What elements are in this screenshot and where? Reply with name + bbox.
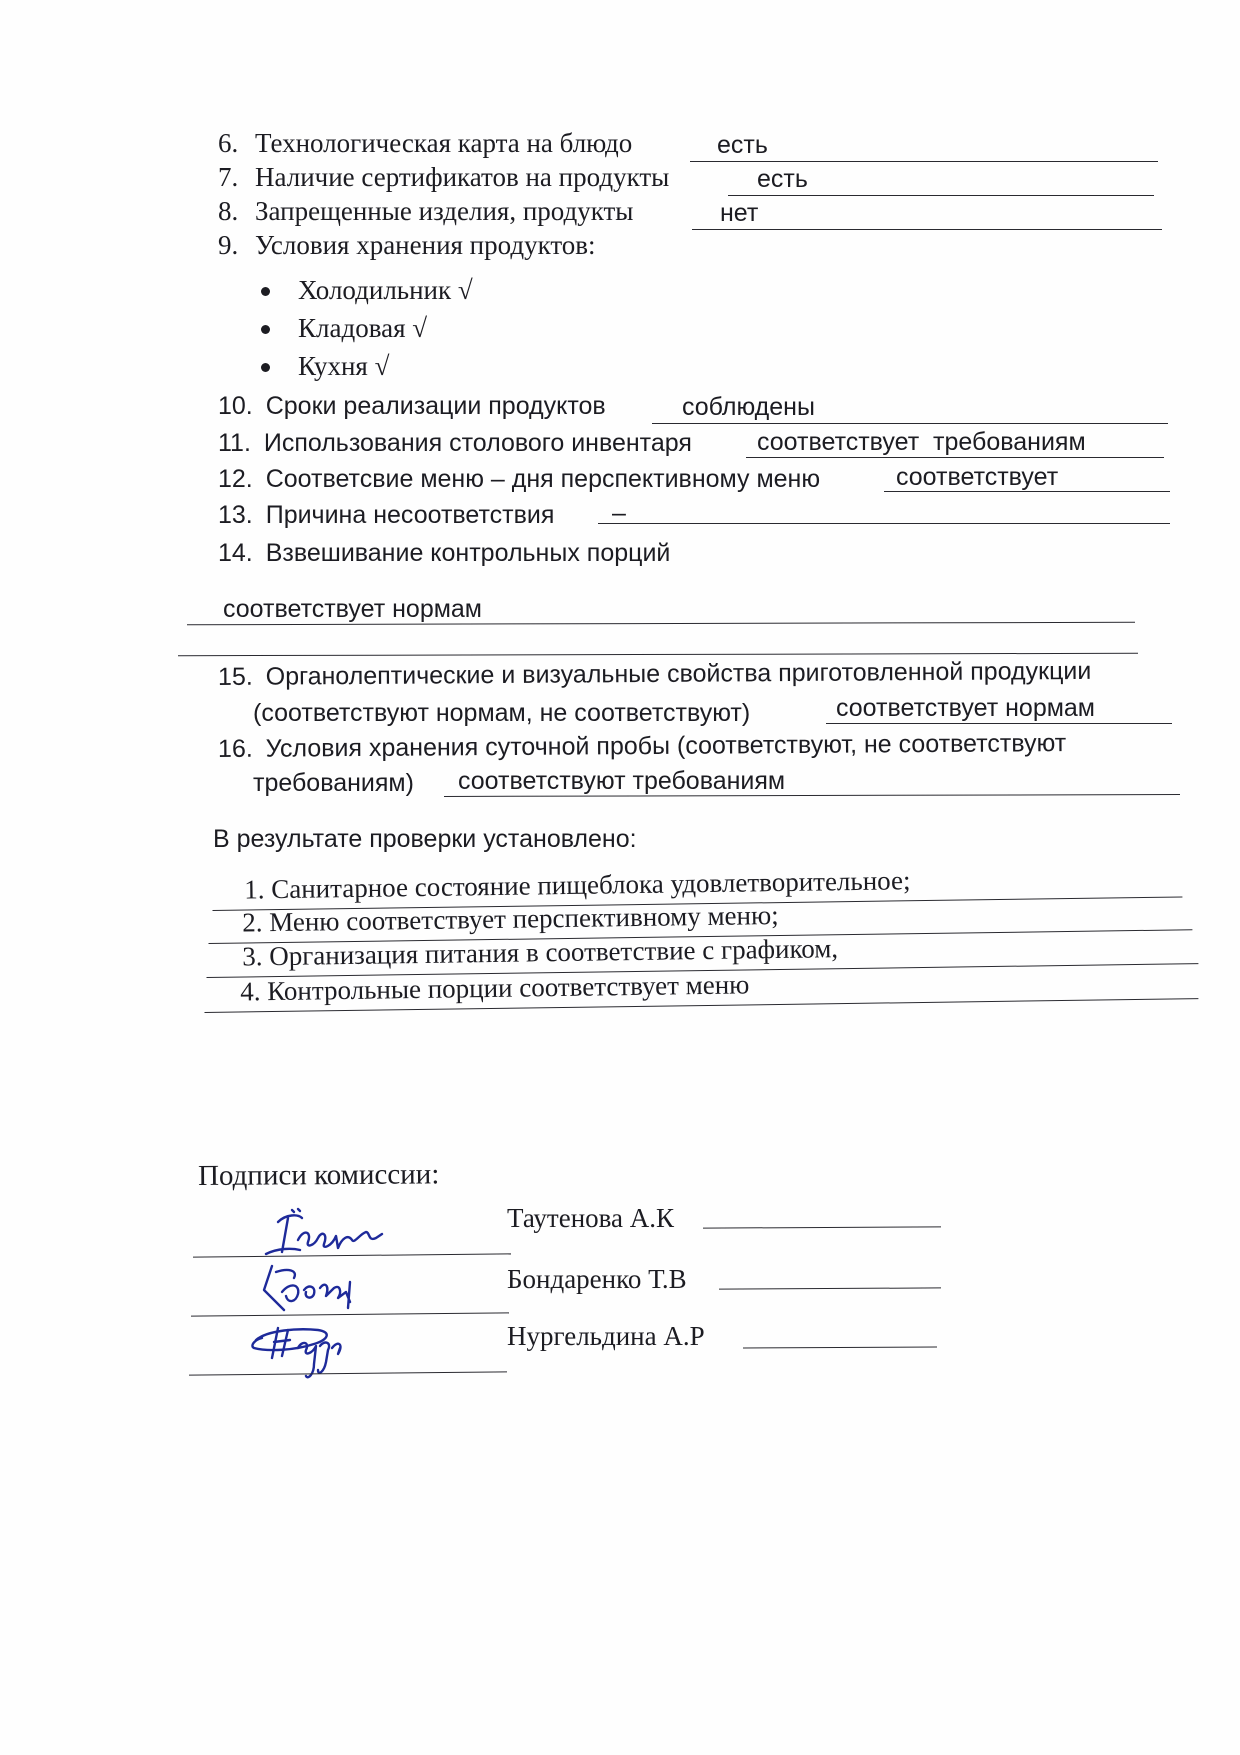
item-15-label-cont: (соответствуют нормам, не соответствуют) bbox=[253, 699, 751, 727]
item-13 bbox=[218, 499, 554, 531]
item-11-value: соответствует требованиям bbox=[757, 428, 1086, 456]
item-number: 10. bbox=[218, 392, 253, 420]
signatory-name-1: Таутенова А.К bbox=[507, 1203, 675, 1233]
item-number: 12. bbox=[218, 465, 253, 493]
result-text: 3. Организация питания в соответствие с графиком, bbox=[242, 933, 839, 972]
item-label: Условия хранения продуктов: bbox=[255, 230, 596, 260]
item-7 bbox=[218, 161, 669, 193]
item-label: Технологическая карта на блюдо bbox=[255, 128, 633, 158]
storage-pantry: Кладовая √ bbox=[298, 313, 428, 343]
fill-line bbox=[598, 523, 1170, 524]
item-16-label-cont: требованиям) bbox=[253, 769, 414, 797]
item-16-value: соответствуют требованиям bbox=[458, 767, 786, 795]
signatures-heading: Подписи комиссии: bbox=[197, 1158, 440, 1192]
result-text: 1. Санитарное состояние пищеблока удовлетворительное; bbox=[244, 865, 911, 905]
fill-line bbox=[719, 1287, 941, 1289]
item-10-value: соблюдены bbox=[682, 393, 815, 421]
item-11 bbox=[218, 427, 692, 459]
fill-line bbox=[728, 195, 1154, 196]
signatory-name-2: Бондаренко Т.В bbox=[507, 1264, 687, 1294]
item-label: Условия хранения суточной пробы (соответствуют, не соответствуют bbox=[265, 729, 1067, 763]
item-number: 14. bbox=[218, 539, 253, 567]
item-label: Использования столового инвентаря bbox=[263, 429, 692, 457]
storage-fridge: Холодильник √ bbox=[298, 275, 473, 305]
item-16 bbox=[218, 727, 1066, 765]
item-label: Органолептические и визуальные свойства приготовленной продукции bbox=[265, 656, 1092, 691]
item-12-value: соответствует bbox=[896, 463, 1059, 491]
item-number: 15. bbox=[217, 662, 253, 691]
item-15 bbox=[218, 655, 1091, 693]
item-number: 9. bbox=[218, 230, 239, 260]
item-number: 11. bbox=[218, 429, 251, 457]
item-label: Соответсвие меню – дня перспективному меню bbox=[265, 465, 821, 493]
signature-2-icon bbox=[254, 1262, 364, 1318]
item-9 bbox=[218, 229, 596, 261]
item-12 bbox=[218, 463, 820, 495]
signatory-name-3: Нургельдина А.Р bbox=[507, 1321, 705, 1351]
item-6-value: есть bbox=[717, 131, 768, 159]
item-8-value: нет bbox=[720, 199, 759, 227]
item-14 bbox=[218, 537, 670, 569]
fill-line bbox=[826, 723, 1172, 724]
item-10 bbox=[218, 390, 606, 422]
bullet-icon bbox=[261, 325, 270, 334]
item-8 bbox=[218, 195, 633, 227]
fill-line bbox=[884, 491, 1170, 492]
result-line-1 bbox=[212, 860, 1182, 905]
result-text: 4. Контрольные порции соответствует меню bbox=[240, 969, 750, 1007]
bullet-icon bbox=[261, 287, 270, 296]
fill-line bbox=[703, 1226, 941, 1228]
item-label: Наличие сертификатов на продукты bbox=[255, 162, 670, 192]
fill-line bbox=[652, 423, 1168, 424]
signature-1-icon bbox=[258, 1204, 398, 1260]
storage-kitchen: Кухня √ bbox=[298, 351, 390, 381]
fill-line bbox=[692, 229, 1162, 230]
item-number: 16. bbox=[217, 734, 253, 763]
item-7-value: есть bbox=[757, 165, 808, 193]
item-15-value: соответствует нормам bbox=[836, 694, 1095, 722]
item-number: 13. bbox=[218, 501, 253, 529]
item-14-value: соответствует нормам bbox=[223, 595, 482, 623]
item-label: Запрещенные изделия, продукты bbox=[255, 196, 634, 226]
item-6 bbox=[218, 127, 632, 159]
signature-3-icon bbox=[248, 1318, 378, 1388]
result-text: 2. Меню соответствует перспективному меню; bbox=[242, 900, 779, 938]
item-label: Взвешивание контрольных порций bbox=[265, 539, 671, 567]
item-label: Причина несоответствия bbox=[265, 501, 555, 529]
fill-line bbox=[746, 457, 1164, 458]
item-13-value: – bbox=[612, 499, 626, 527]
item-number: 7. bbox=[218, 162, 239, 192]
item-number: 6. bbox=[218, 128, 239, 158]
fill-line bbox=[743, 1346, 937, 1348]
bullet-icon bbox=[261, 363, 270, 372]
item-label: Сроки реализации продуктов bbox=[265, 392, 606, 420]
item-number: 8. bbox=[218, 196, 239, 226]
result-heading: В результате проверки установлено: bbox=[213, 825, 637, 853]
fill-line bbox=[690, 161, 1158, 162]
